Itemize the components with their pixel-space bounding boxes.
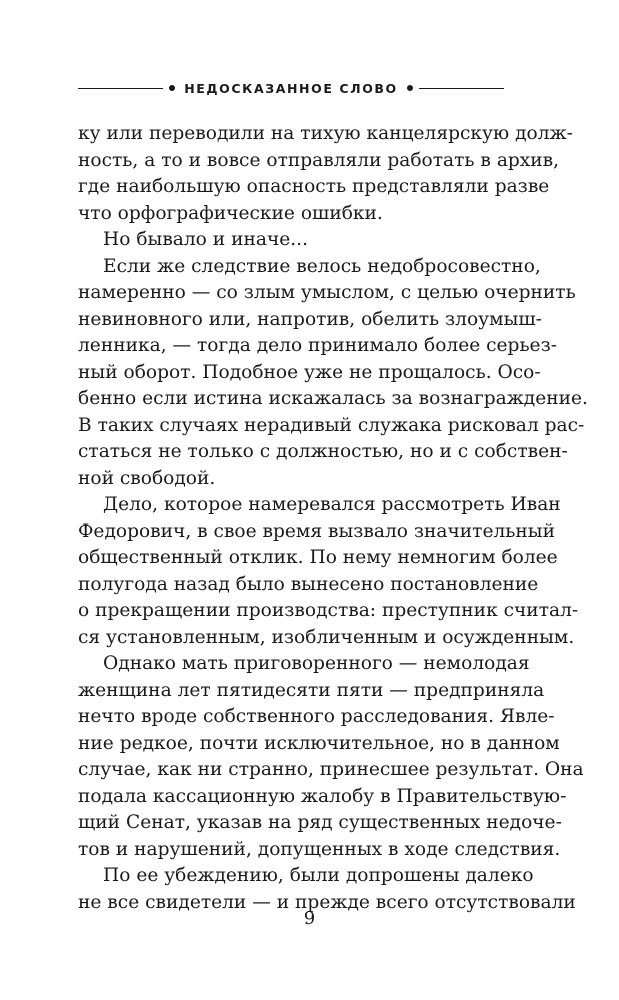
text-line: ность, а то и вовсе отправляли работать в архив, bbox=[78, 149, 560, 171]
text-line: случае, как ни странно, принесшее результат. Она bbox=[78, 759, 584, 780]
running-header-title: НЕДОСКАЗАННОЕ СЛОВО bbox=[184, 80, 398, 96]
running-header bbox=[78, 76, 504, 100]
text-line: что орфографические ошибки. bbox=[78, 202, 383, 224]
text-line: о прекращении производства: преступник считал- bbox=[78, 600, 579, 621]
text-line: ной свободой. bbox=[78, 467, 216, 489]
text-line: не все свидетели — и прежде всего отсутствовали bbox=[78, 891, 576, 913]
text-line: Федорович, в свое время вызвало значительный bbox=[78, 520, 555, 542]
text-line: щий Сенат, указав на ряд существенных недоче- bbox=[78, 812, 562, 833]
text-line: намеренно — со злым умыслом, с целью очернить bbox=[78, 282, 576, 303]
text-line: ленника, — тогда дело принимало более серьез- bbox=[78, 335, 557, 356]
text-line: ку или переводили на тихую канцелярскую долж- bbox=[78, 123, 573, 144]
text-line: полугода назад было вынесено постановление bbox=[78, 573, 539, 595]
page-number: 9 bbox=[303, 908, 316, 929]
text-line: нечто вроде собственного расследования. Явле- bbox=[78, 706, 555, 727]
text-line: статься не только с должностью, но и с собствен- bbox=[78, 441, 568, 462]
text-line: тов и нарушений, допущенных в ходе следствия. bbox=[78, 838, 561, 860]
header-bullet-left bbox=[169, 85, 175, 91]
body-text bbox=[78, 121, 588, 916]
header-rule-left bbox=[78, 88, 163, 89]
text-line: где наибольшую опасность представляли разве bbox=[78, 176, 550, 197]
text-line: ние редкое, почти исключительное, но в данном bbox=[78, 732, 560, 754]
text-line: женщина лет пятидесяти пяти — предприняла bbox=[78, 679, 545, 701]
text-line: невиновного или, напротив, обелить злоумыш- bbox=[78, 308, 542, 330]
text-line: ся установленным, изобличенным и осужденным. bbox=[78, 626, 575, 648]
text-line: По ее убеждению, были допрошены далеко bbox=[103, 865, 534, 886]
text-line: подала кассационную жалобу в Правительствую- bbox=[78, 785, 567, 807]
text-line: бенно если истина искажалась за вознаграждение. bbox=[78, 388, 588, 409]
text-line: Но бывало и иначе... bbox=[103, 229, 308, 250]
text-line: ный оборот. Подобное уже не прощалось. Осо- bbox=[78, 361, 541, 383]
header-bullet-right bbox=[407, 85, 413, 91]
text-line: Дело, которое намеревался рассмотреть Иван bbox=[103, 494, 561, 515]
text-line: общественный отклик. По нему немногим более bbox=[78, 547, 558, 568]
text-line: В таких случаях нерадивый служака рисковал рас- bbox=[78, 414, 585, 436]
text-line: Если же следствие велось недобросовестно, bbox=[103, 255, 541, 277]
header-rule-right bbox=[419, 88, 504, 89]
text-line: Однако мать приговоренного — немолодая bbox=[103, 653, 530, 674]
